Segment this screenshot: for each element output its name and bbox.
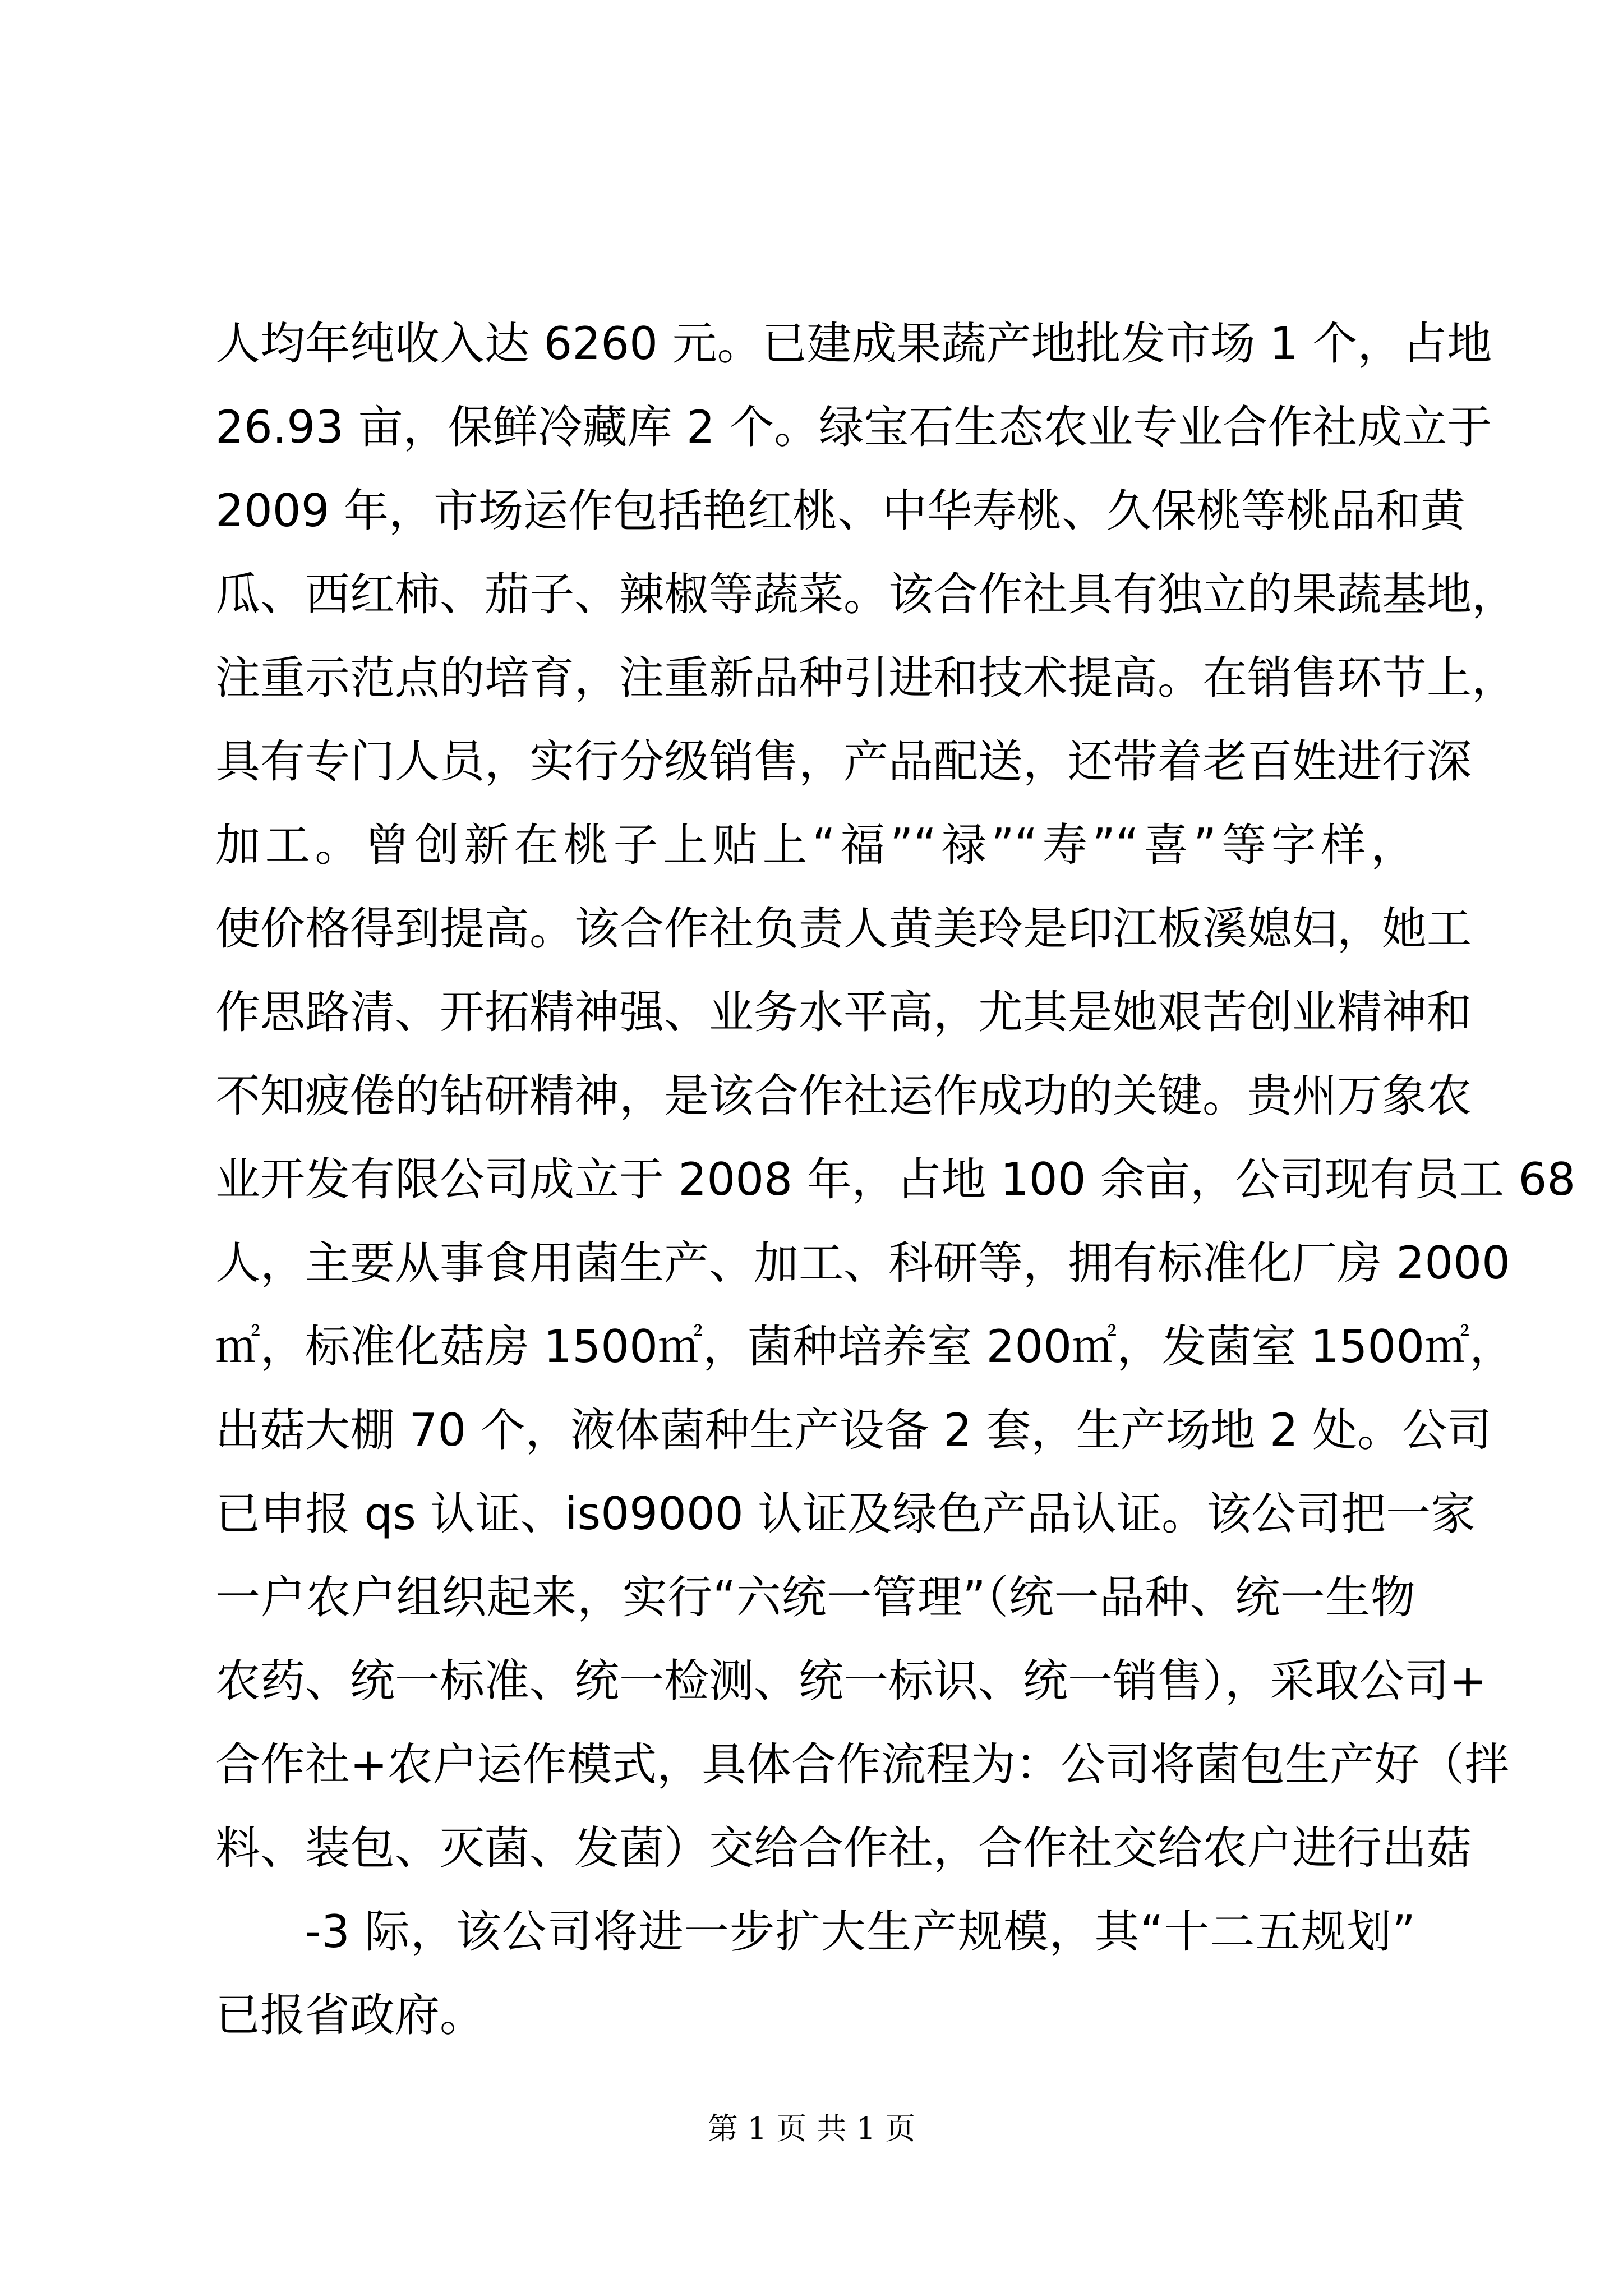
text-line: 26.93 亩，保鲜冷藏库 2 个。绿宝石生态农业专业合作社成立于 [215, 401, 1492, 453]
text-line: 出菇大棚 70 个，液体菌种生产设备 2 套，生产场地 2 处。公司 [215, 1404, 1492, 1456]
text-line: 合作社+农户运作模式，具体合作流程为：公司将菌包生产好（拌 [215, 1738, 1510, 1791]
text-line: 不知疲倦的钻研精神，是该合作社运作成功的关键。贵州万象农 [215, 1070, 1472, 1122]
body-text [215, 302, 1576, 2057]
text-line: 加工。曾创新在桃子上贴上“福”“禄”“寿”“喜”等字样， [215, 819, 1415, 871]
text-line: 人，主要从事食用菌生产、加工、科研等，拥有标准化厂房 2000 [215, 1237, 1511, 1289]
text-line: 料、装包、灭菌、发菌）交给合作社，合作社交给农户进行出菇 [215, 1822, 1472, 1874]
paragraph-1 [215, 302, 1576, 1890]
text-line: 2009 年，市场运作包括艳红桃、中华寿桃、久保桃等桃品和黄 [215, 485, 1466, 537]
text-line: 一户农户组织起来，实行“六统一管理”（统一品种、统一生物 [215, 1571, 1415, 1623]
text-line: 注重示范点的培育，注重新品种引进和技术提高。在销售环节上， [215, 652, 1516, 704]
text-line: 已申报 qs 认证、is09000 认证及绿色产品认证。该公司把一家 [215, 1488, 1476, 1540]
paragraph-2 [215, 1890, 1415, 2057]
text-line: 业开发有限公司成立于 2008 年，占地 100 余亩，公司现有员工 68 [215, 1153, 1576, 1205]
text-line: ㎡，标准化菇房 1500㎡，菌种培养室 200㎡，发菌室 1500㎡， [215, 1320, 1515, 1373]
text-line: 具有专门人员，实行分级销售，产品配送，还带着老百姓进行深 [215, 735, 1472, 788]
text-line: 瓜、西红柿、茄子、辣椒等蔬菜。该合作社具有独立的果蔬基地， [215, 568, 1516, 620]
text-line: 人均年纯收入达 6260 元。已建成果蔬产地批发市场 1 个，占地 [215, 318, 1492, 370]
text-line: 作思路清、开拓精神强、业务水平高，尤其是她艰苦创业精神和 [215, 986, 1472, 1038]
text-line: -3 际，该公司将进一步扩大生产规模，其“十二五规划” [305, 1906, 1415, 1958]
text-line: 农药、统一标准、统一检测、统一标识、统一销售），采取公司+ [215, 1655, 1487, 1707]
text-line: 已报省政府。 [215, 1989, 485, 2041]
page-footer: 第 1 页 共 1 页 [707, 2111, 916, 2146]
text-line: 使价格得到提高。该合作社负责人黄美玲是印江板溪媳妇，她工 [215, 903, 1472, 955]
